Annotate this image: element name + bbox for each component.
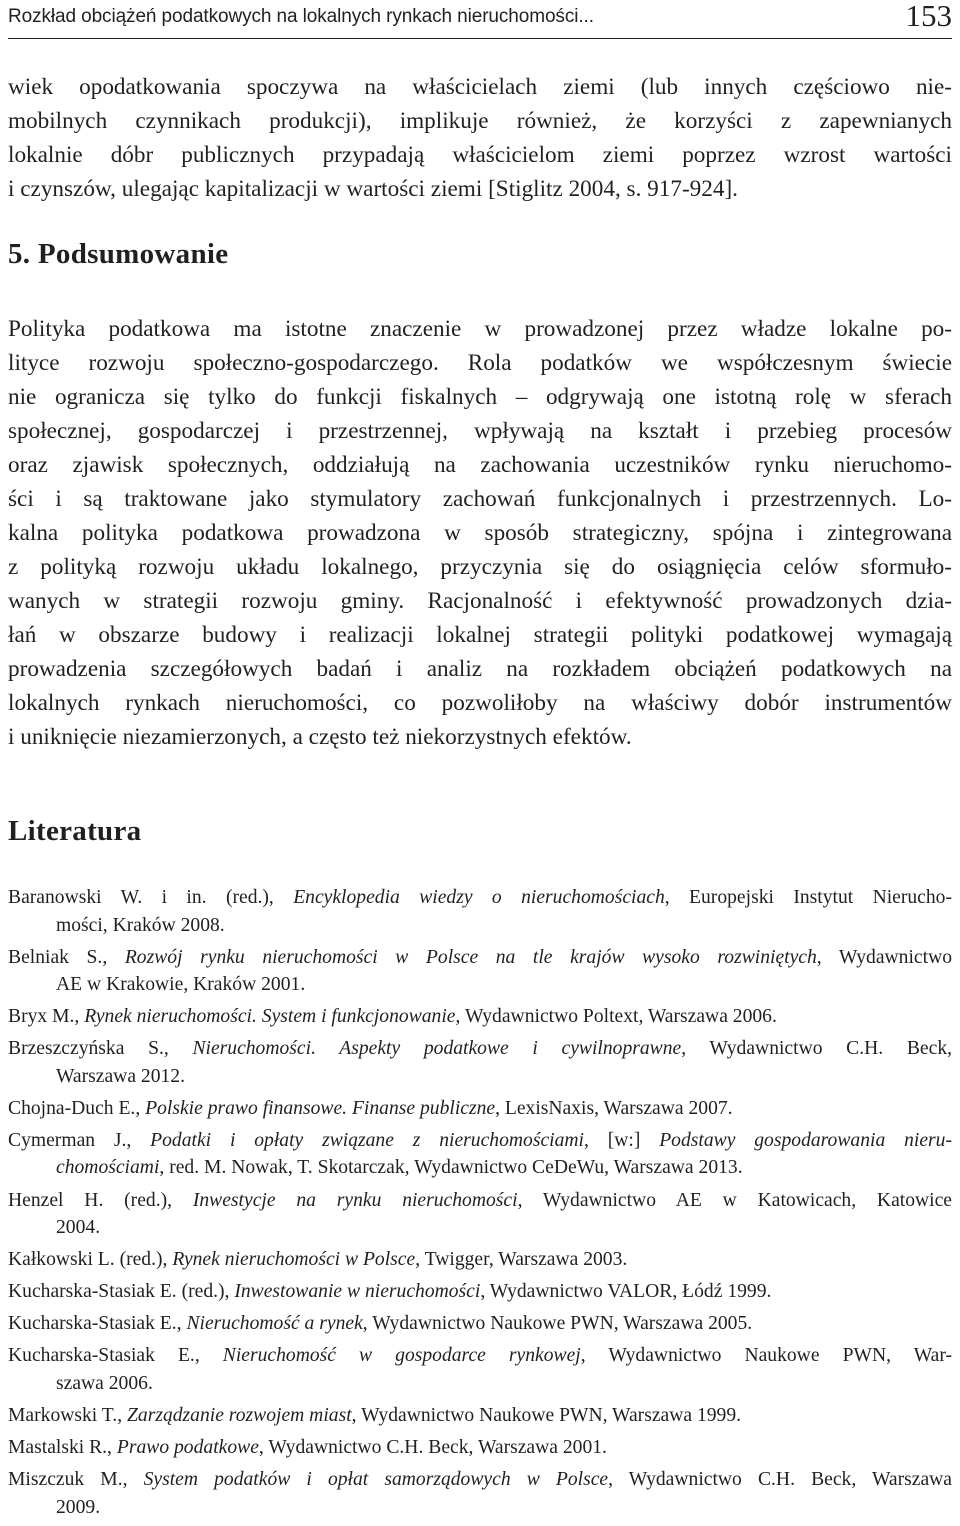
reference-details: mości, Kraków 2008. bbox=[56, 914, 225, 936]
reference-details: , red. M. Nowak, T. Skotarczak, Wydawnictwo CeDeWu, Warszawa 2013. bbox=[159, 1157, 743, 1179]
reference-author: Cymerman J., bbox=[8, 1129, 151, 1151]
reference-line bbox=[8, 1434, 952, 1462]
reference-item bbox=[8, 1342, 952, 1397]
reference-title: Inwestowanie w nieruchomości bbox=[234, 1281, 481, 1303]
text-line: mobilnych czynnikach produkcji), implikuje również, że korzyści z zapewnianych bbox=[8, 108, 952, 134]
reference-title: Podatki i opłaty związane z nieruchomościami bbox=[150, 1129, 584, 1151]
reference-details: AE w Krakowie, Kraków 2001. bbox=[56, 974, 306, 996]
reference-author: Brzeszczyńska S., bbox=[8, 1038, 193, 1060]
reference-details: , Wydawnictwo Naukowe PWN, Warszawa 2005. bbox=[362, 1313, 753, 1335]
reference-continuation bbox=[8, 1063, 952, 1091]
reference-line bbox=[8, 1187, 952, 1215]
reference-title: Nieruchomość w gospodarce rynkowej bbox=[222, 1345, 581, 1367]
reference-author: Kucharska-Stasiak E. (red.), bbox=[8, 1281, 235, 1303]
text-line: oraz zjawisk społecznych, oddziałują na zachowania uczestników rynku nieruchomo- bbox=[8, 452, 952, 478]
reference-item bbox=[8, 944, 952, 999]
reference-author: Markowski T., bbox=[8, 1405, 128, 1427]
text-line: ści i są traktowane jako stymulatory zachowań funkcjonalnych i przestrzennych. Lo- bbox=[8, 486, 952, 512]
reference-line bbox=[8, 1466, 952, 1494]
reference-title: Nieruchomości. Aspekty podatkowe i cywilnoprawne bbox=[192, 1038, 682, 1060]
text-line: wiek opodatkowania spoczywa na właścicielach ziemi (lub innych częściowo nie- bbox=[8, 74, 952, 100]
reference-author: Kucharska-Stasiak E., bbox=[8, 1345, 223, 1367]
reference-details: szawa 2006. bbox=[56, 1372, 153, 1394]
text-line: społecznej, gospodarczej i przestrzennej, wpływają na kształt i przebieg procesów bbox=[8, 418, 952, 444]
running-title: Rozkład obciążeń podatkowych na lokalnych rynkach nieruchomości... bbox=[8, 6, 594, 27]
reference-source-title: Podstawy gospodarowania nieru- bbox=[659, 1129, 952, 1151]
reference-details: , LexisNaxis, Warszawa 2007. bbox=[495, 1097, 733, 1119]
reference-details: , Wydawnictwo bbox=[816, 946, 953, 968]
reference-item bbox=[8, 1246, 952, 1274]
reference-continuation bbox=[8, 971, 952, 999]
reference-author: Mastalski R., bbox=[8, 1437, 117, 1459]
reference-details: , Wydawnictwo C.H. Beck, bbox=[681, 1038, 953, 1060]
reference-author: Bryx M., bbox=[8, 1006, 85, 1028]
reference-title: Rynek nieruchomości. System i funkcjonowanie bbox=[84, 1006, 456, 1028]
summary-paragraph bbox=[8, 312, 952, 754]
reference-details: , Wydawnictwo AE w Katowicach, Katowice bbox=[517, 1189, 952, 1211]
reference-item bbox=[8, 1035, 952, 1090]
reference-continuation bbox=[8, 1214, 952, 1242]
reference-list bbox=[8, 884, 952, 1526]
section-heading-literature: Literatura bbox=[8, 815, 142, 847]
reference-title: System podatków i opłat samorządowych w Polsce bbox=[143, 1469, 609, 1491]
reference-source-title: chomościami bbox=[56, 1157, 160, 1179]
text-line: kalna polityka podatkowa prowadzona w sposób strategiczny, spójna i zintegrowana bbox=[8, 520, 952, 546]
reference-line bbox=[8, 1003, 952, 1031]
reference-title: Rynek nieruchomości w Polsce bbox=[172, 1249, 416, 1271]
reference-line bbox=[8, 1127, 952, 1155]
reference-item bbox=[8, 1466, 952, 1521]
reference-item bbox=[8, 1003, 952, 1031]
reference-author: Kucharska-Stasiak E., bbox=[8, 1313, 187, 1335]
reference-author: Baranowski W. i in. (red.), bbox=[8, 887, 294, 908]
reference-item bbox=[8, 1278, 952, 1306]
reference-details: , Wydawnictwo VALOR, Łódź 1999. bbox=[480, 1281, 772, 1303]
reference-item bbox=[8, 1434, 952, 1462]
reference-item bbox=[8, 884, 952, 939]
text-line: lityce rozwoju społeczno-gospodarczego. Rola podatków we współczesnym świecie bbox=[8, 350, 952, 376]
text-line: i czynszów, ulegając kapitalizacji w wartości ziemi [Stiglitz 2004, s. 917-924]. bbox=[8, 176, 738, 202]
reference-author: Kałkowski L. (red.), bbox=[8, 1249, 173, 1271]
text-line: wanych w strategii rozwoju gminy. Racjonalność i efektywność prowadzonych dzia- bbox=[8, 588, 952, 614]
reference-details: 2009. bbox=[56, 1496, 101, 1518]
reference-item bbox=[8, 1095, 952, 1123]
reference-line bbox=[8, 1246, 952, 1274]
reference-details: 2004. bbox=[56, 1217, 101, 1239]
reference-title: Polskie prawo finansowe. Finanse publiczne bbox=[145, 1097, 496, 1119]
reference-details: , Wydawnictwo Naukowe PWN, Warszawa 1999. bbox=[351, 1405, 742, 1427]
text-line: nie ogranicza się tylko do funkcji fiskalnych – odgrywają one istotną rolę w sferach bbox=[8, 384, 952, 410]
reference-details: , Europejski Instytut Nierucho- bbox=[664, 887, 952, 908]
section-heading-summary: 5. Podsumowanie bbox=[8, 238, 229, 270]
reference-title: Rozwój rynku nieruchomości w Polsce na tle krajów wysoko rozwiniętych bbox=[124, 946, 817, 968]
text-line: prowadzenia szczegółowych badań i analiz na rozkładem obciążeń podatkowych na bbox=[8, 656, 952, 682]
reference-title: Encyklopedia wiedzy o nieruchomościach bbox=[293, 887, 665, 908]
reference-details: , Twigger, Warszawa 2003. bbox=[415, 1249, 628, 1271]
reference-details: , [w:] bbox=[583, 1129, 660, 1151]
reference-author: Miszczuk M., bbox=[8, 1469, 144, 1491]
reference-line bbox=[8, 1310, 952, 1338]
intro-paragraph bbox=[8, 70, 952, 206]
page-number: 153 bbox=[905, 0, 952, 33]
reference-item bbox=[8, 1402, 952, 1430]
reference-item bbox=[8, 1310, 952, 1338]
reference-title: Inwestycje na rynku nieruchomości bbox=[192, 1189, 518, 1211]
reference-line bbox=[8, 944, 952, 972]
reference-details: , Wydawnictwo C.H. Beck, Warszawa bbox=[608, 1469, 952, 1491]
reference-line bbox=[8, 1278, 952, 1306]
text-line: lokalnie dóbr publicznych przypadają właścicielom ziemi poprzez wzrost wartości bbox=[8, 142, 952, 168]
reference-line bbox=[8, 1342, 952, 1370]
reference-title: Prawo podatkowe bbox=[116, 1437, 259, 1459]
reference-continuation bbox=[8, 1370, 952, 1398]
text-line: i uniknięcie niezamierzonych, a często też niekorzystnych efektów. bbox=[8, 724, 632, 750]
reference-line bbox=[8, 1402, 952, 1430]
text-line: łań w obszarze budowy i realizacji lokalnej strategii polityki podatkowej wymagają bbox=[8, 622, 952, 648]
reference-continuation bbox=[8, 1494, 952, 1522]
reference-author: Belniak S., bbox=[8, 946, 125, 968]
reference-details: , Wydawnictwo C.H. Beck, Warszawa 2001. bbox=[258, 1437, 607, 1459]
reference-line bbox=[8, 1035, 952, 1063]
reference-continuation bbox=[8, 1154, 952, 1182]
text-line: Polityka podatkowa ma istotne znaczenie w prowadzonej przez władze lokalne po- bbox=[8, 316, 952, 342]
reference-item bbox=[8, 1127, 952, 1182]
reference-author: Henzel H. (red.), bbox=[8, 1189, 193, 1211]
reference-item bbox=[8, 1187, 952, 1242]
reference-details: Warszawa 2012. bbox=[56, 1065, 185, 1087]
reference-details: , Wydawnictwo Naukowe PWN, War- bbox=[580, 1345, 952, 1367]
reference-line bbox=[8, 884, 952, 912]
running-header bbox=[8, 0, 952, 39]
text-line: lokalnych rynkach nieruchomości, co pozwoliłoby na właściwy dobór instrumentów bbox=[8, 690, 952, 716]
reference-title: Nieruchomość a rynek bbox=[186, 1313, 363, 1335]
reference-line bbox=[8, 1095, 952, 1123]
text-line: z polityką rozwoju układu lokalnego, przyczynia się do osiągnięcia celów sformuło- bbox=[8, 554, 952, 580]
reference-continuation bbox=[8, 912, 952, 940]
reference-author: Chojna-Duch E., bbox=[8, 1097, 146, 1119]
reference-title: Zarządzanie rozwojem miast bbox=[127, 1405, 352, 1427]
reference-details: , Wydawnictwo Poltext, Warszawa 2006. bbox=[455, 1006, 777, 1028]
